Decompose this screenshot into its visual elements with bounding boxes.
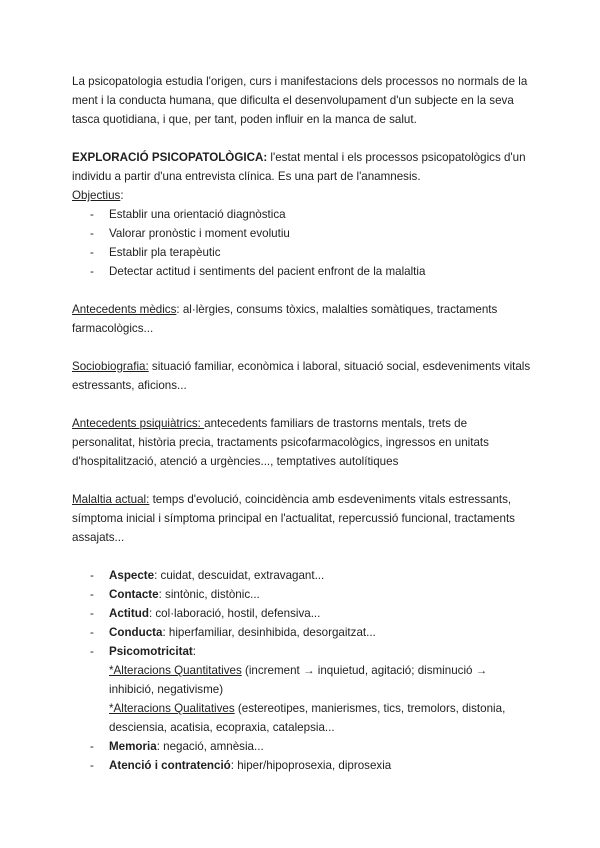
objectius-list [72, 205, 532, 281]
document-page [72, 72, 532, 775]
antecedents-medics-text: : al·lèrgies, consums tòxics, malalties somàtiques, tractaments farmacològics... [72, 303, 498, 335]
list-item-actitud [72, 604, 532, 623]
exploracio-heading: EXPLORACIÓ PSICOPATOLÒGICA: [72, 151, 268, 164]
malaltia-actual-label: Malaltia actual: [72, 493, 150, 506]
aspecte-label: Aspecte [109, 569, 155, 582]
list-item-conducta [72, 623, 532, 642]
list-item: - Valorar pronòstic i moment evolutiu [72, 224, 532, 243]
alteracions-qualitatives [109, 699, 532, 737]
actitud-text: : col·laboració, hostil, defensiva... [148, 607, 321, 620]
exploracio-text: l'estat mental i els processos psicopatològics d'un individu a partir d'una entrevista clínica. Es una part de l'anamnesis. [72, 151, 526, 183]
antecedents-medics-paragraph [72, 300, 532, 338]
exploration-items-list [72, 566, 532, 775]
memoria-text: : negació, amnèsia... [156, 740, 264, 753]
atencio-text: : hiper/hipoprosexia, diprosexia [230, 759, 392, 772]
psicomotricitat-label: Psicomotricitat [109, 645, 193, 658]
intro-paragraph: La psicopatologia estudia l'origen, curs i manifestacions dels processos no normals de la ment i la conducta humana, que dificulta el desenvolupament d'un subjecte en la seva tasca quotidiana, i que, per tant, poden influir en la manca de salut. [72, 75, 528, 126]
antecedents-medics-label: Antecedents mèdics [72, 303, 177, 316]
memoria-label: Memoria [109, 740, 157, 753]
aspecte-text: : cuidat, descuidat, extravagant... [154, 569, 325, 582]
atencio-label: Atenció i contratenció [109, 759, 231, 772]
list-item-atencio [72, 756, 532, 775]
sociobiografia-label: Sociobiografia: [72, 360, 149, 373]
psicomotricitat-colon: : [192, 645, 196, 658]
list-item: - Establir una orientació diagnòstica [72, 205, 532, 224]
list-item-psicomotricitat [72, 642, 532, 737]
quantitatives-label: *Alteracions Quantitatives [109, 664, 242, 677]
objectius-label: Objectius [72, 189, 121, 202]
conducta-label: Conducta [109, 626, 163, 639]
contacte-label: Contacte [109, 588, 159, 601]
list-item-aspecte [72, 566, 532, 585]
exploracio-paragraph [72, 148, 532, 186]
contacte-text: : sintònic, distònic... [158, 588, 260, 601]
quantitatives-text: (increment → inquietud, agitació; disminució → inhibició, negativisme) [109, 664, 488, 696]
objectius-line: Objectius: [72, 189, 124, 202]
sociobiografia-paragraph [72, 357, 532, 395]
sociobiografia-text: situació familiar, econòmica i laboral, situació social, esdeveniments vitals estressants, aficions... [72, 360, 531, 392]
list-item: - Detectar actitud i sentiments del pacient enfront de la malaltia [72, 262, 532, 281]
antecedents-psiquiatrics-text: antecedents familiars de trastorns mentals, trets de personalitat, història precia, tractaments psicofarmacològics, ingressos en unitats d'hospitalització, atenció a urgències..., temptatives autolítiques [72, 417, 489, 468]
antecedents-psiquiatrics-label: Antecedents psiquiàtrics: [72, 417, 205, 430]
list-item-memoria [72, 737, 532, 756]
malaltia-actual-text: temps d'evolució, coincidència amb esdeveniments vitals estressants, símptoma inicial i símptoma principal en l'actualitat, repercussió funcional, tractaments assajats... [72, 493, 515, 544]
list-item-contacte [72, 585, 532, 604]
conducta-text: : hiperfamiliar, desinhibida, desorgaitzat... [162, 626, 376, 639]
antecedents-psiquiatrics-paragraph [72, 414, 532, 471]
alteracions-quantitatives [109, 661, 532, 699]
actitud-label: Actitud [109, 607, 149, 620]
list-item: - Establir pla terapèutic [72, 243, 532, 262]
malaltia-actual-paragraph [72, 490, 532, 547]
qualitatives-text: (estereotipes, manierismes, tics, tremolors, distonia, desciensia, acatisia, ecopraxia, catalepsia... [109, 702, 506, 734]
qualitatives-label: *Alteracions Qualitatives [109, 702, 235, 715]
